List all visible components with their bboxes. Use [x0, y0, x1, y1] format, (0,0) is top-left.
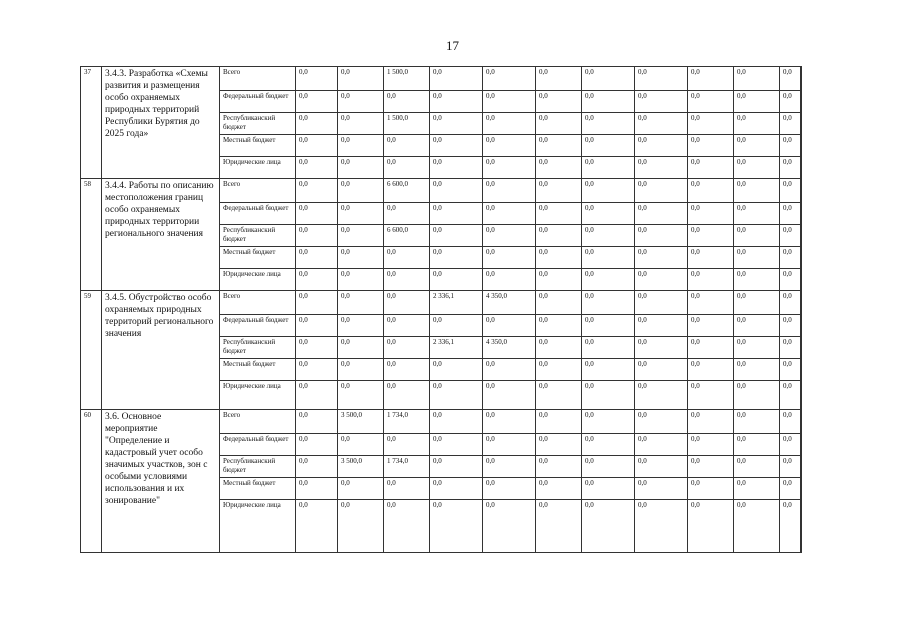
empty-cell: [801, 434, 802, 456]
funding-source: Федеральный бюджет: [220, 315, 296, 337]
funding-value: 2 336,1: [430, 337, 483, 359]
funding-value: 0,0: [688, 179, 734, 203]
funding-value: 0,0: [734, 291, 780, 315]
funding-value: 0,0: [582, 67, 635, 91]
funding-value: 0,0: [296, 500, 338, 553]
funding-value: 0,0: [582, 456, 635, 478]
funding-value: 1 734,0: [384, 456, 430, 478]
funding-source: Местный бюджет: [220, 135, 296, 157]
funding-value: 0,0: [582, 315, 635, 337]
funding-value: 0,0: [338, 315, 384, 337]
funding-value: 0,0: [384, 337, 430, 359]
funding-value: 0,0: [430, 359, 483, 381]
funding-value: 1 734,0: [384, 410, 430, 434]
funding-value: 0,0: [688, 410, 734, 434]
funding-value: 0,0: [296, 247, 338, 269]
funding-value: 0,0: [635, 203, 688, 225]
funding-value: 0,0: [430, 91, 483, 113]
funding-value: 0,0: [734, 91, 780, 113]
funding-value: 0,0: [483, 91, 536, 113]
funding-value: 0,0: [296, 67, 338, 91]
funding-value: 0,0: [582, 225, 635, 247]
funding-value: 0,0: [688, 381, 734, 410]
funding-value: 0,0: [780, 269, 801, 291]
funding-value: 0,0: [635, 291, 688, 315]
funding-value: 0,0: [483, 113, 536, 135]
funding-value: 0,0: [296, 157, 338, 179]
funding-value: 0,0: [296, 410, 338, 434]
funding-value: 4 350,0: [483, 291, 536, 315]
funding-value: 0,0: [635, 179, 688, 203]
funding-value: 0,0: [338, 157, 384, 179]
funding-value: 0,0: [780, 247, 801, 269]
funding-value: 0,0: [635, 434, 688, 456]
funding-value: 0,0: [688, 113, 734, 135]
funding-value: 0,0: [384, 247, 430, 269]
funding-value: 0,0: [635, 410, 688, 434]
table-row: [81, 291, 802, 315]
funding-value: 0,0: [296, 478, 338, 500]
funding-value: 0,0: [734, 179, 780, 203]
funding-value: 3 500,0: [338, 410, 384, 434]
funding-value: 0,0: [384, 157, 430, 179]
funding-value: 0,0: [430, 315, 483, 337]
funding-value: 0,0: [734, 315, 780, 337]
funding-value: 0,0: [430, 434, 483, 456]
funding-value: 0,0: [780, 359, 801, 381]
funding-value: 0,0: [483, 269, 536, 291]
funding-source: Всего: [220, 291, 296, 315]
funding-value: 0,0: [338, 434, 384, 456]
empty-cell: [801, 478, 802, 500]
funding-value: 0,0: [635, 337, 688, 359]
empty-cell: [801, 337, 802, 359]
activity-name: 3.4.4. Работы по описанию местоположения границ особо охраняемых природных территории регионального значения: [102, 179, 220, 291]
funding-value: 0,0: [780, 67, 801, 91]
funding-value: 0,0: [635, 500, 688, 553]
empty-cell: [801, 247, 802, 269]
funding-value: 0,0: [384, 359, 430, 381]
funding-value: 0,0: [635, 91, 688, 113]
funding-value: 0,0: [384, 291, 430, 315]
funding-value: 0,0: [536, 500, 582, 553]
activity-name: 3.4.3. Разработка «Схемы развития и размещения особо охраняемых природных территорий Республики Бурятия до 2025 года»: [102, 67, 220, 179]
funding-value: 0,0: [338, 91, 384, 113]
funding-value: 0,0: [430, 456, 483, 478]
empty-cell: [801, 91, 802, 113]
funding-value: 0,0: [296, 434, 338, 456]
funding-value: 0,0: [780, 291, 801, 315]
funding-value: 0,0: [536, 135, 582, 157]
row-number: 58: [81, 179, 102, 291]
table-body: [81, 67, 802, 553]
funding-value: 0,0: [780, 91, 801, 113]
funding-value: 0,0: [338, 225, 384, 247]
funding-value: 0,0: [430, 179, 483, 203]
row-number: 60: [81, 410, 102, 553]
funding-value: 0,0: [536, 113, 582, 135]
funding-value: 0,0: [734, 225, 780, 247]
funding-value: 0,0: [688, 247, 734, 269]
funding-value: 0,0: [296, 225, 338, 247]
funding-value: 0,0: [430, 135, 483, 157]
funding-value: 0,0: [635, 247, 688, 269]
funding-value: 0,0: [780, 478, 801, 500]
funding-value: 0,0: [536, 291, 582, 315]
funding-value: 0,0: [338, 135, 384, 157]
empty-cell: [801, 456, 802, 478]
funding-value: 0,0: [338, 113, 384, 135]
funding-value: 0,0: [536, 91, 582, 113]
funding-value: 0,0: [483, 67, 536, 91]
funding-value: 1 500,0: [384, 113, 430, 135]
funding-value: 0,0: [536, 179, 582, 203]
funding-value: 0,0: [430, 113, 483, 135]
funding-value: 0,0: [296, 179, 338, 203]
funding-value: 0,0: [430, 500, 483, 553]
funding-value: 0,0: [734, 157, 780, 179]
funding-value: 0,0: [635, 67, 688, 91]
funding-value: 0,0: [430, 381, 483, 410]
funding-value: 4 350,0: [483, 337, 536, 359]
funding-value: 0,0: [338, 381, 384, 410]
funding-value: 0,0: [430, 225, 483, 247]
funding-value: 0,0: [582, 381, 635, 410]
funding-value: 0,0: [688, 269, 734, 291]
funding-source: Местный бюджет: [220, 359, 296, 381]
funding-value: 0,0: [582, 434, 635, 456]
empty-cell: [801, 157, 802, 179]
empty-cell: [801, 67, 802, 91]
funding-value: 0,0: [536, 337, 582, 359]
funding-value: 0,0: [430, 269, 483, 291]
funding-value: 0,0: [338, 478, 384, 500]
funding-value: 0,0: [780, 456, 801, 478]
funding-value: 0,0: [536, 225, 582, 247]
funding-source: Всего: [220, 67, 296, 91]
funding-value: 0,0: [688, 315, 734, 337]
funding-source: Юридические лица: [220, 500, 296, 553]
funding-value: 0,0: [635, 113, 688, 135]
funding-value: 0,0: [483, 157, 536, 179]
empty-cell: [801, 179, 802, 203]
funding-value: 0,0: [384, 381, 430, 410]
funding-value: 0,0: [296, 291, 338, 315]
funding-value: 0,0: [780, 179, 801, 203]
funding-source: Юридические лица: [220, 269, 296, 291]
funding-value: 0,0: [483, 410, 536, 434]
funding-value: 0,0: [338, 269, 384, 291]
activity-name: 3.6. Основное мероприятие "Определение и кадастровый учет особо значимых участков, зон с особыми условиями использования и их зонирование": [102, 410, 220, 553]
funding-value: 0,0: [338, 179, 384, 203]
budget-table: [80, 66, 802, 553]
funding-value: 0,0: [734, 113, 780, 135]
funding-value: 0,0: [483, 203, 536, 225]
funding-value: 0,0: [688, 225, 734, 247]
funding-value: 0,0: [536, 359, 582, 381]
funding-value: 0,0: [582, 113, 635, 135]
funding-value: 0,0: [582, 203, 635, 225]
row-number: 37: [81, 67, 102, 179]
funding-source: Всего: [220, 410, 296, 434]
funding-value: 0,0: [582, 500, 635, 553]
funding-value: 2 336,1: [430, 291, 483, 315]
funding-value: 0,0: [688, 203, 734, 225]
funding-value: 0,0: [430, 203, 483, 225]
funding-value: 6 600,0: [384, 179, 430, 203]
table-row: [81, 179, 802, 203]
funding-source: Республиканский бюджет: [220, 337, 296, 359]
funding-value: 0,0: [483, 359, 536, 381]
funding-value: 0,0: [688, 291, 734, 315]
funding-value: 0,0: [688, 67, 734, 91]
funding-value: 0,0: [338, 337, 384, 359]
funding-value: 0,0: [296, 203, 338, 225]
funding-value: 0,0: [430, 67, 483, 91]
funding-value: 0,0: [635, 269, 688, 291]
funding-value: 0,0: [536, 478, 582, 500]
funding-value: 0,0: [780, 500, 801, 553]
funding-value: 0,0: [296, 113, 338, 135]
empty-cell: [801, 113, 802, 135]
funding-value: 0,0: [635, 456, 688, 478]
funding-value: 0,0: [688, 359, 734, 381]
funding-source: Юридические лица: [220, 157, 296, 179]
funding-value: 0,0: [688, 135, 734, 157]
funding-value: 0,0: [384, 269, 430, 291]
funding-value: 0,0: [536, 410, 582, 434]
funding-value: 0,0: [635, 315, 688, 337]
funding-value: 0,0: [734, 478, 780, 500]
funding-value: 0,0: [384, 91, 430, 113]
funding-value: 0,0: [780, 434, 801, 456]
funding-value: 0,0: [582, 269, 635, 291]
funding-value: 0,0: [734, 337, 780, 359]
funding-value: 0,0: [734, 500, 780, 553]
funding-value: 0,0: [430, 478, 483, 500]
funding-value: 0,0: [734, 456, 780, 478]
funding-value: 0,0: [688, 434, 734, 456]
funding-source: Федеральный бюджет: [220, 434, 296, 456]
funding-source: Всего: [220, 179, 296, 203]
funding-value: 0,0: [338, 247, 384, 269]
funding-value: 0,0: [734, 67, 780, 91]
funding-value: 0,0: [635, 478, 688, 500]
funding-value: 0,0: [734, 381, 780, 410]
empty-cell: [801, 410, 802, 434]
funding-value: 0,0: [780, 113, 801, 135]
funding-value: 0,0: [734, 410, 780, 434]
funding-value: 3 500,0: [338, 456, 384, 478]
table-row: [81, 67, 802, 91]
funding-value: 0,0: [688, 157, 734, 179]
funding-value: 0,0: [483, 478, 536, 500]
funding-value: 0,0: [688, 478, 734, 500]
empty-cell: [801, 315, 802, 337]
funding-value: 0,0: [582, 157, 635, 179]
empty-cell: [801, 381, 802, 410]
funding-value: 0,0: [483, 179, 536, 203]
funding-value: 0,0: [688, 91, 734, 113]
funding-value: 0,0: [384, 500, 430, 553]
funding-value: 0,0: [338, 203, 384, 225]
funding-value: 0,0: [483, 456, 536, 478]
funding-value: 0,0: [384, 478, 430, 500]
funding-value: 0,0: [780, 135, 801, 157]
funding-value: 0,0: [582, 91, 635, 113]
funding-value: 1 500,0: [384, 67, 430, 91]
funding-value: 0,0: [734, 135, 780, 157]
funding-value: 0,0: [780, 315, 801, 337]
funding-value: 0,0: [338, 500, 384, 553]
funding-value: 0,0: [688, 456, 734, 478]
funding-value: 0,0: [338, 291, 384, 315]
funding-value: 0,0: [483, 135, 536, 157]
empty-cell: [801, 269, 802, 291]
funding-value: 0,0: [536, 434, 582, 456]
funding-value: 0,0: [296, 269, 338, 291]
funding-value: 0,0: [384, 203, 430, 225]
funding-value: 0,0: [780, 410, 801, 434]
funding-value: 0,0: [296, 337, 338, 359]
funding-value: 0,0: [582, 135, 635, 157]
funding-value: 0,0: [734, 203, 780, 225]
funding-value: 0,0: [536, 269, 582, 291]
funding-value: 0,0: [734, 247, 780, 269]
funding-value: 0,0: [430, 157, 483, 179]
funding-value: 0,0: [384, 135, 430, 157]
funding-value: 0,0: [536, 381, 582, 410]
funding-value: 0,0: [430, 410, 483, 434]
funding-value: 0,0: [582, 247, 635, 269]
funding-source: Местный бюджет: [220, 478, 296, 500]
funding-value: 0,0: [780, 337, 801, 359]
funding-value: 0,0: [296, 381, 338, 410]
funding-source: Республиканский бюджет: [220, 456, 296, 478]
funding-value: 0,0: [582, 478, 635, 500]
funding-value: 0,0: [582, 179, 635, 203]
funding-value: 0,0: [635, 135, 688, 157]
funding-value: 0,0: [536, 247, 582, 269]
funding-value: 0,0: [296, 359, 338, 381]
funding-value: 0,0: [635, 359, 688, 381]
funding-value: 0,0: [384, 434, 430, 456]
funding-value: 0,0: [780, 157, 801, 179]
empty-cell: [801, 500, 802, 553]
empty-cell: [801, 359, 802, 381]
funding-value: 0,0: [536, 315, 582, 337]
funding-value: 0,0: [780, 225, 801, 247]
funding-value: 0,0: [430, 247, 483, 269]
funding-value: 0,0: [483, 434, 536, 456]
funding-value: 0,0: [296, 315, 338, 337]
funding-value: 0,0: [384, 315, 430, 337]
empty-cell: [801, 135, 802, 157]
funding-value: 6 600,0: [384, 225, 430, 247]
funding-value: 0,0: [536, 157, 582, 179]
funding-value: 0,0: [296, 91, 338, 113]
funding-value: 0,0: [780, 381, 801, 410]
funding-value: 0,0: [635, 157, 688, 179]
funding-value: 0,0: [582, 337, 635, 359]
funding-value: 0,0: [338, 359, 384, 381]
funding-value: 0,0: [635, 381, 688, 410]
row-number: 59: [81, 291, 102, 410]
empty-cell: [801, 225, 802, 247]
funding-value: 0,0: [582, 410, 635, 434]
funding-value: 0,0: [483, 225, 536, 247]
funding-value: 0,0: [635, 225, 688, 247]
funding-value: 0,0: [734, 359, 780, 381]
table-row: [81, 410, 802, 434]
funding-value: 0,0: [688, 337, 734, 359]
funding-value: 0,0: [536, 456, 582, 478]
funding-value: 0,0: [483, 381, 536, 410]
funding-source: Федеральный бюджет: [220, 203, 296, 225]
empty-cell: [801, 203, 802, 225]
funding-source: Юридические лица: [220, 381, 296, 410]
activity-name: 3.4.5. Обустройство особо охраняемых природных территорий регионального значения: [102, 291, 220, 410]
funding-value: 0,0: [734, 434, 780, 456]
funding-value: 0,0: [483, 247, 536, 269]
funding-value: 0,0: [688, 500, 734, 553]
funding-value: 0,0: [734, 269, 780, 291]
funding-source: Местный бюджет: [220, 247, 296, 269]
funding-value: 0,0: [536, 67, 582, 91]
funding-value: 0,0: [296, 456, 338, 478]
funding-source: Федеральный бюджет: [220, 91, 296, 113]
funding-source: Республиканский бюджет: [220, 225, 296, 247]
funding-value: 0,0: [483, 500, 536, 553]
funding-value: 0,0: [582, 359, 635, 381]
empty-cell: [801, 291, 802, 315]
funding-value: 0,0: [780, 203, 801, 225]
funding-value: 0,0: [536, 203, 582, 225]
funding-value: 0,0: [296, 135, 338, 157]
funding-source: Республиканский бюджет: [220, 113, 296, 135]
funding-value: 0,0: [582, 291, 635, 315]
funding-value: 0,0: [338, 67, 384, 91]
page-number: 17: [446, 38, 459, 53]
funding-value: 0,0: [483, 315, 536, 337]
